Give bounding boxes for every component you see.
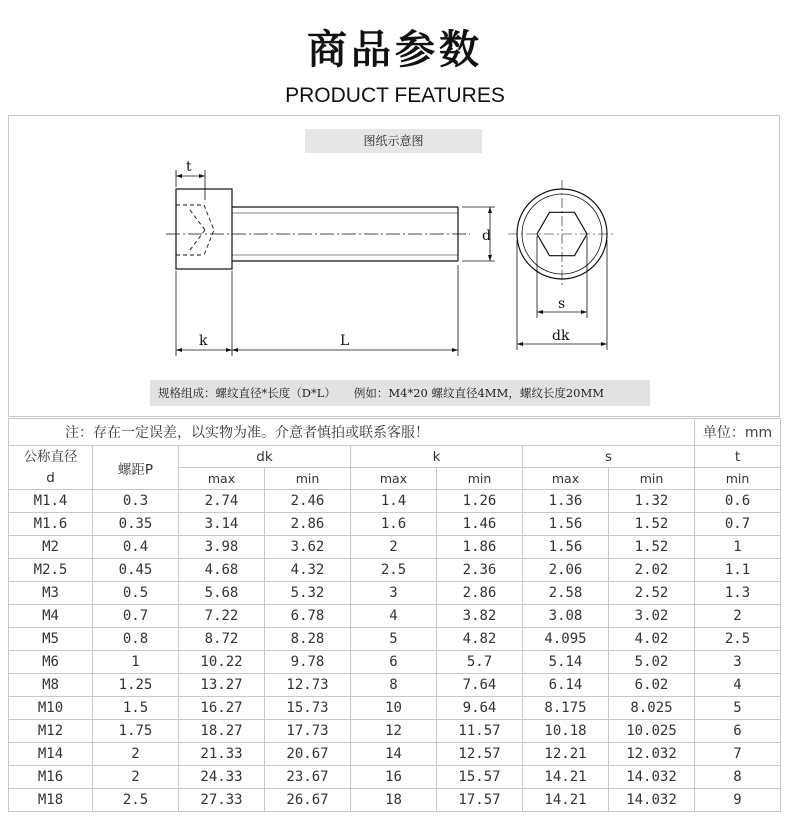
table-cell: 2.5 [695,628,781,651]
table-cell: 6 [351,651,437,674]
table-cell: 8 [351,674,437,697]
table-cell: 5.68 [179,582,265,605]
table-cell: 9.78 [265,651,351,674]
header-s-max: max [523,468,609,490]
table-cell: 8.28 [265,628,351,651]
table-cell: 3.82 [437,605,523,628]
table-cell: 15.57 [437,766,523,789]
table-row [9,674,781,697]
table-cell: 0.35 [93,513,179,536]
header-row-1 [9,446,781,468]
table-cell: 1.3 [695,582,781,605]
table-cell: 2.36 [437,559,523,582]
table-cell: 4.68 [179,559,265,582]
unit-value: mm [744,425,773,441]
table-cell: 1 [695,536,781,559]
table-cell: 1.5 [93,697,179,720]
table-cell: 23.67 [265,766,351,789]
table-cell: 1.56 [523,536,609,559]
table-cell: 0.7 [695,513,781,536]
spec-example: 例如：M4*20 螺纹直径4MM，螺纹长度20MM [353,386,605,400]
table-cell: 4.095 [523,628,609,651]
header-diameter-line1: 公称直径 [23,448,78,465]
table-cell: 5.7 [437,651,523,674]
header-dk-min: min [265,468,351,490]
table-cell: M4 [9,605,93,628]
spec-composition: 规格组成：螺纹直径*长度（D*L） [158,386,336,400]
table-cell: 0.3 [93,490,179,513]
note-text: 注：存在一定误差，以实物为准。介意者慎拍或联系客服！ [9,419,695,446]
table-cell: 27.33 [179,789,265,812]
table-cell: 3.02 [609,605,695,628]
table-cell: 7 [695,743,781,766]
table-cell: 8 [695,766,781,789]
table-cell: 3.62 [265,536,351,559]
parameter-table [8,418,781,812]
table-cell: 7.22 [179,605,265,628]
table-cell: 5.32 [265,582,351,605]
table-cell: 14.21 [523,766,609,789]
table-cell: 21.33 [179,743,265,766]
table-cell: 16 [351,766,437,789]
table-cell: 10.18 [523,720,609,743]
table-cell: 24.33 [179,766,265,789]
table-cell: 1.25 [93,674,179,697]
table-cell: 0.8 [93,628,179,651]
table-cell: 1.1 [695,559,781,582]
table-cell: 6 [695,720,781,743]
table-cell: 3.14 [179,513,265,536]
header-s: s [523,446,695,468]
table-cell: 9.64 [437,697,523,720]
table-cell: 10.22 [179,651,265,674]
label-d: d [482,228,491,244]
table-row [9,490,781,513]
table-row [9,789,781,812]
table-cell: M5 [9,628,93,651]
table-cell: 1.56 [523,513,609,536]
table-cell: 17.73 [265,720,351,743]
header-s-min: min [609,468,695,490]
table-cell: 12.57 [437,743,523,766]
header-diameter [9,446,93,490]
table-cell: M12 [9,720,93,743]
table-cell: 5 [695,697,781,720]
table-cell: 14.032 [609,766,695,789]
table-cell: 2.58 [523,582,609,605]
table-cell: 4.02 [609,628,695,651]
table-cell: 1.75 [93,720,179,743]
table-row [9,651,781,674]
table-cell: 4 [695,674,781,697]
table-cell: 2.86 [265,513,351,536]
header-k-min: min [437,468,523,490]
table-row [9,628,781,651]
header-pitch: 螺距P [93,446,179,490]
table-cell: M2.5 [9,559,93,582]
header-dk: dk [179,446,351,468]
table-cell: 16.27 [179,697,265,720]
table-row [9,720,781,743]
table-cell: M1.4 [9,490,93,513]
table-cell: 0.6 [695,490,781,513]
table-cell: 1.52 [609,536,695,559]
table-cell: 7.64 [437,674,523,697]
table-cell: 8.175 [523,697,609,720]
table-cell: 14 [351,743,437,766]
page-subtitle: PRODUCT FEATURES [285,84,505,107]
header-t-min: min [695,468,781,490]
table-cell: 2.5 [93,789,179,812]
table-cell: M10 [9,697,93,720]
table-row [9,743,781,766]
label-L: L [340,333,350,349]
table-cell: 10.025 [609,720,695,743]
table-cell: 15.73 [265,697,351,720]
table-cell: 5.14 [523,651,609,674]
table-cell: 14.21 [523,789,609,812]
table-cell: 12 [351,720,437,743]
label-k: k [199,333,208,349]
table-cell: 26.67 [265,789,351,812]
table-cell: 10 [351,697,437,720]
table-cell: 3 [351,582,437,605]
table-cell: 12.032 [609,743,695,766]
label-dk: dk [552,328,570,344]
header-diameter-line2: d [46,469,55,486]
drawing-caption: 图纸示意图 [305,129,482,153]
table-cell: 6.14 [523,674,609,697]
table-cell: M8 [9,674,93,697]
table-cell: 8.025 [609,697,695,720]
table-cell: 5.02 [609,651,695,674]
table-cell: 6.02 [609,674,695,697]
table-cell: 0.4 [93,536,179,559]
table-cell: 2 [93,743,179,766]
spec-bar [150,380,650,406]
table-cell: 2.74 [179,490,265,513]
table-cell: 18 [351,789,437,812]
table-cell: 14.032 [609,789,695,812]
table-cell: 1 [93,651,179,674]
table-cell: 2 [93,766,179,789]
table-cell: 1.86 [437,536,523,559]
table-row [9,513,781,536]
header-k-max: max [351,468,437,490]
label-s: s [558,296,566,312]
note-row [9,419,781,446]
header-k: k [351,446,523,468]
table-row [9,559,781,582]
table-cell: M16 [9,766,93,789]
hex-socket-hidden-lines [176,205,214,255]
table-cell: 4.32 [265,559,351,582]
table-cell: 11.57 [437,720,523,743]
table-cell: 0.45 [93,559,179,582]
table-row [9,582,781,605]
table-cell: M18 [9,789,93,812]
table-cell: 12.21 [523,743,609,766]
table-cell: 20.67 [265,743,351,766]
table-cell: 12.73 [265,674,351,697]
header-t: t [695,446,781,468]
table-cell: 1.52 [609,513,695,536]
table-cell: 17.57 [437,789,523,812]
table-cell: 1.4 [351,490,437,513]
table-cell: 2 [351,536,437,559]
table-cell: 3.98 [179,536,265,559]
table-cell: 2.02 [609,559,695,582]
table-cell: M1.6 [9,513,93,536]
table-cell: 4.82 [437,628,523,651]
table-cell: 3.08 [523,605,609,628]
table-cell: 1.6 [351,513,437,536]
table-cell: 8.72 [179,628,265,651]
table-cell: 2 [695,605,781,628]
table-cell: 13.27 [179,674,265,697]
table-row [9,605,781,628]
table-cell: 2.46 [265,490,351,513]
unit-label: 单位： [702,425,745,441]
table-cell: 1.32 [609,490,695,513]
table-cell: 6.78 [265,605,351,628]
table-row [9,697,781,720]
table-cell: 1.26 [437,490,523,513]
label-t: t [186,159,192,175]
page-title: 商品参数 [307,27,483,73]
table-cell: 3 [695,651,781,674]
table-cell: 2.86 [437,582,523,605]
unit-cell [695,419,781,446]
table-cell: 2.06 [523,559,609,582]
table-cell: M14 [9,743,93,766]
table-cell: 4 [351,605,437,628]
table-cell: 2.52 [609,582,695,605]
table-cell: 18.27 [179,720,265,743]
table-cell: 1.46 [437,513,523,536]
table-cell: M2 [9,536,93,559]
table-cell: 9 [695,789,781,812]
dimension-arrows [176,174,607,352]
table-cell: M6 [9,651,93,674]
table-cell: 0.7 [93,605,179,628]
table-cell: 0.5 [93,582,179,605]
header-dk-max: max [179,468,265,490]
table-row [9,766,781,789]
table-cell: M3 [9,582,93,605]
table-cell: 1.36 [523,490,609,513]
table-cell: 5 [351,628,437,651]
table-cell: 2.5 [351,559,437,582]
table-row [9,536,781,559]
